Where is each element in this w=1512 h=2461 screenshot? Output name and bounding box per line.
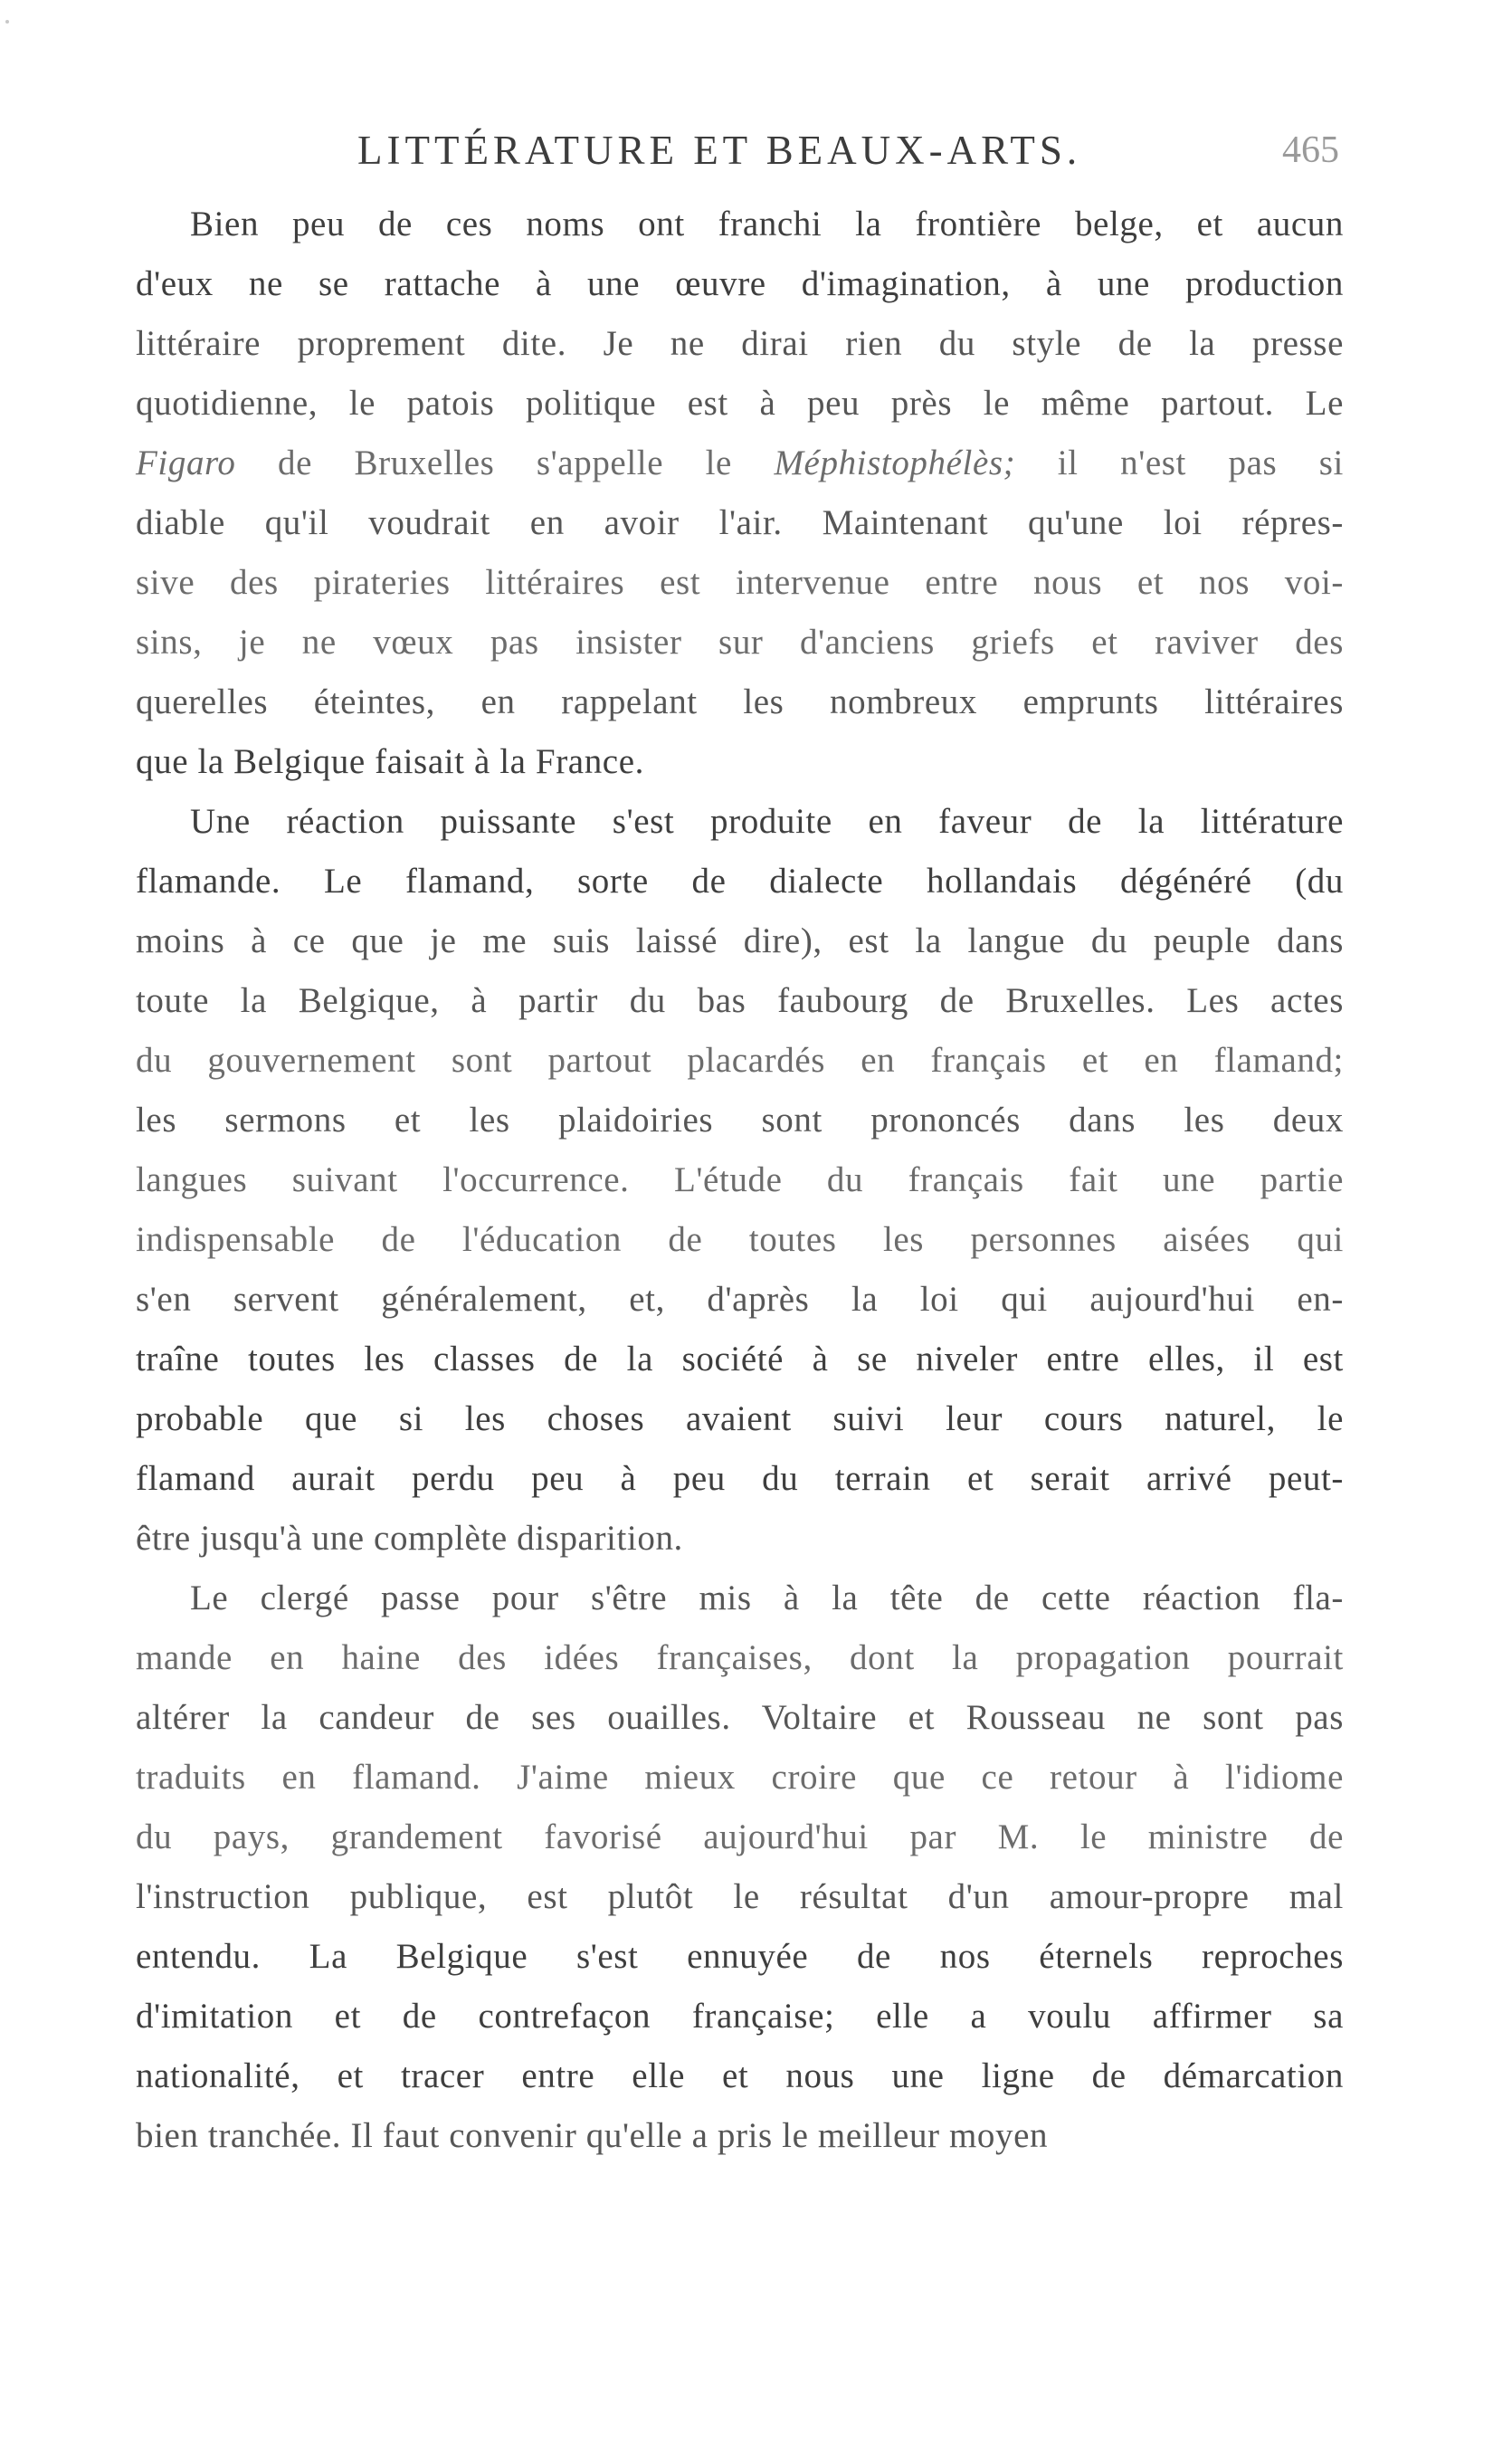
text-segment: nationalité, et tracer entre elle et nous une ligne de démarcation — [136, 2056, 1344, 2095]
text-segment: probable que si les choses avaient suivi leur cours naturel, le — [136, 1399, 1344, 1438]
text-segment: toute la Belgique, à partir du bas faubourg de Bruxelles. Les actes — [136, 981, 1344, 1020]
text-line — [136, 1748, 1344, 1808]
text-line — [136, 1210, 1344, 1270]
text-line — [136, 493, 1344, 553]
text-segment: l'instruction publique, est plutôt le résultat d'un amour-propre mal — [136, 1877, 1344, 1916]
text-segment: Bien peu de ces noms ont franchi la frontière belge, et aucun — [190, 205, 1344, 243]
text-line — [136, 911, 1344, 971]
text-segment: langues suivant l'occurrence. L'étude du français fait une partie — [136, 1160, 1344, 1199]
text-line — [136, 1688, 1344, 1748]
text-segment: bien tranchée. Il faut convenir qu'elle a pris le meilleur moyen — [136, 2116, 1049, 2155]
text-segment: littéraire proprement dite. Je ne dirai rien du style de la presse — [136, 324, 1344, 363]
text-line — [136, 1987, 1344, 2046]
text-line — [136, 1569, 1344, 1628]
text-segment: diable qu'il voudrait en avoir l'air. Maintenant qu'une loi répres- — [136, 503, 1344, 542]
text-line — [136, 1031, 1344, 1091]
text-segment: d'eux ne se rattache à une œuvre d'imagination, à une production — [136, 264, 1344, 303]
text-segment: traîne toutes les classes de la société à se niveler entre elles, il est — [136, 1340, 1344, 1378]
text-segment: sive des pirateries littéraires est intervenue entre nous et nos voi- — [136, 563, 1344, 602]
text-segment: querelles éteintes, en rappelant les nombreux emprunts littéraires — [136, 682, 1344, 721]
text-segment: Le clergé passe pour s'être mis à la tête de cette réaction fla- — [190, 1579, 1344, 1617]
text-segment: du gouvernement sont partout placardés en français et en flamand; — [136, 1041, 1344, 1080]
text-line — [136, 1270, 1344, 1330]
running-title: LITTÉRATURE ET BEAUX-ARTS. — [357, 128, 1082, 173]
text-line — [136, 553, 1344, 613]
italic-title: Méphistophélès; — [774, 444, 1016, 482]
text-segment: flamande. Le flamand, sorte de dialecte hollandais dégénéré (du — [136, 862, 1344, 901]
text-segment: quotidienne, le patois politique est à peu près le même partout. Le — [136, 384, 1344, 423]
text-segment: moins à ce que je me suis laissé dire), est la langue du peuple dans — [136, 921, 1344, 960]
text-line — [136, 2106, 1344, 2166]
text-line — [136, 1330, 1344, 1389]
text-segment: flamand aurait perdu peu à peu du terrain et serait arrivé peut- — [136, 1459, 1344, 1498]
text-segment: Une réaction puissante s'est produite en faveur de la littérature — [190, 802, 1344, 841]
text-segment: sins, je ne vœux pas insister sur d'anciens griefs et raviver des — [136, 623, 1344, 662]
text-segment: traduits en flamand. J'aime mieux croire que ce retour à l'idiome — [136, 1758, 1344, 1797]
text-line — [136, 672, 1344, 732]
text-line — [136, 613, 1344, 672]
text-segment: s'en servent généralement, et, d'après la loi qui aujourd'hui en- — [136, 1280, 1344, 1319]
text-segment: que la Belgique faisait à la France. — [136, 742, 644, 781]
text-line — [136, 792, 1344, 852]
text-segment: de Bruxelles s'appelle le — [235, 444, 775, 482]
text-line — [136, 2046, 1344, 2106]
running-head — [136, 127, 1339, 181]
text-line — [136, 1389, 1344, 1449]
text-line — [136, 1091, 1344, 1150]
page-number: 465 — [1282, 129, 1339, 171]
text-line — [136, 195, 1344, 254]
text-line — [136, 434, 1344, 493]
text-line — [136, 314, 1344, 374]
text-segment: du pays, grandement favorisé aujourd'hui par M. le ministre de — [136, 1817, 1344, 1856]
text-line — [136, 1449, 1344, 1509]
text-line — [136, 1867, 1344, 1927]
text-segment: les sermons et les plaidoiries sont prononcés dans les deux — [136, 1101, 1344, 1140]
text-segment: d'imitation et de contrefaçon française; elle a voulu affirmer sa — [136, 1997, 1344, 2036]
text-line — [136, 374, 1344, 434]
text-line — [136, 732, 1344, 792]
text-line — [136, 1509, 1344, 1569]
text-segment: indispensable de l'éducation de toutes les personnes aisées qui — [136, 1220, 1344, 1259]
text-line — [136, 1927, 1344, 1987]
body-text — [136, 195, 1344, 2166]
text-line — [136, 971, 1344, 1031]
text-segment: être jusqu'à une complète disparition. — [136, 1519, 683, 1558]
text-line — [136, 1150, 1344, 1210]
text-line — [136, 852, 1344, 911]
text-line — [136, 1808, 1344, 1867]
text-line — [136, 1628, 1344, 1688]
text-segment: mande en haine des idées françaises, dont la propagation pourrait — [136, 1638, 1344, 1677]
italic-title: Figaro — [136, 444, 236, 482]
text-segment: altérer la candeur de ses ouailles. Voltaire et Rousseau ne sont pas — [136, 1698, 1344, 1737]
text-segment: il n'est pas si — [1015, 444, 1344, 482]
scan-speck — [5, 20, 9, 24]
text-segment: entendu. La Belgique s'est ennuyée de nos éternels reproches — [136, 1937, 1344, 1976]
text-line — [136, 254, 1344, 314]
